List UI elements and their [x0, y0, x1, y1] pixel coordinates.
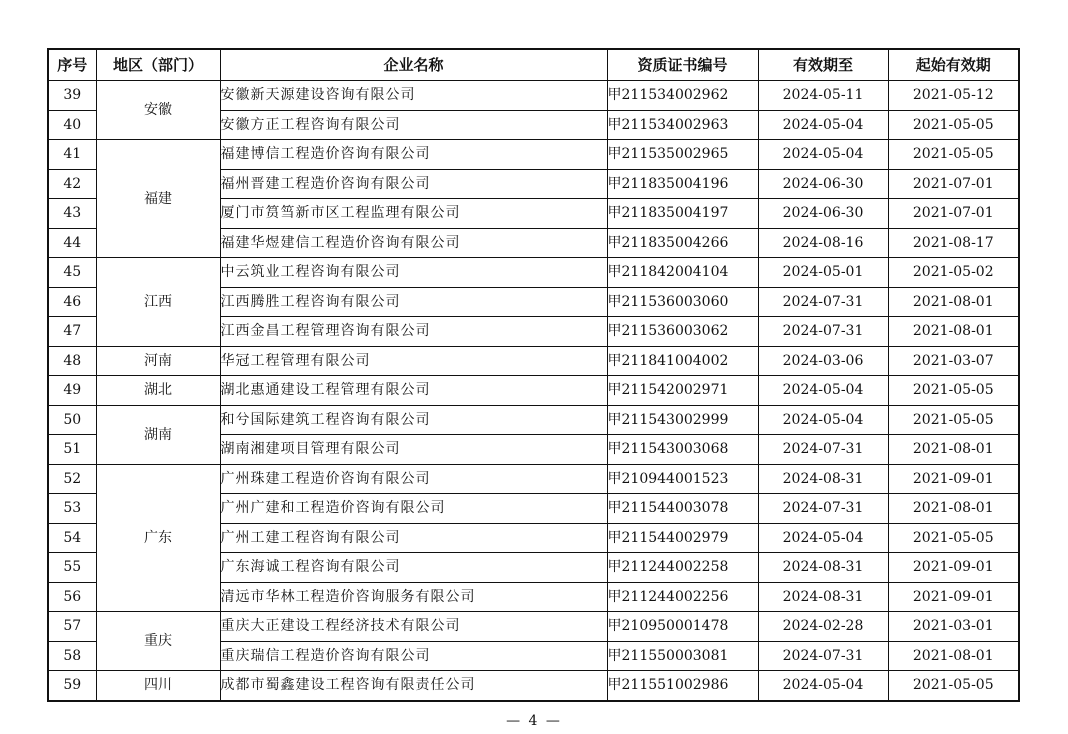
company-name-cell: 华冠工程管理有限公司 [220, 346, 607, 376]
serial-number-cell: 47 [48, 317, 96, 347]
valid-from-cell: 2021-07-01 [888, 169, 1019, 199]
valid-until-cell: 2024-05-11 [758, 81, 888, 111]
company-name-cell: 成都市蜀鑫建设工程咨询有限责任公司 [220, 671, 607, 701]
serial-number-cell: 48 [48, 346, 96, 376]
serial-number-cell: 57 [48, 612, 96, 642]
company-name-cell: 重庆瑞信工程造价咨询有限公司 [220, 641, 607, 671]
certificate-number-cell: 甲211551002986 [607, 671, 758, 701]
valid-until-cell: 2024-07-31 [758, 494, 888, 524]
page-number: — 4 — [506, 713, 562, 729]
company-name-cell: 广州广建和工程造价咨询有限公司 [220, 494, 607, 524]
table-row [48, 376, 1019, 406]
serial-number-cell: 50 [48, 405, 96, 435]
serial-number-cell: 54 [48, 523, 96, 553]
valid-until-cell: 2024-05-04 [758, 523, 888, 553]
valid-from-cell: 2021-05-05 [888, 110, 1019, 140]
table-row [48, 346, 1019, 376]
header-company-name: 企业名称 [220, 49, 607, 81]
region-cell: 湖南 [96, 405, 220, 464]
serial-number-cell: 55 [48, 553, 96, 583]
serial-number-cell: 41 [48, 140, 96, 170]
table-header-row [48, 49, 1019, 81]
table-row [48, 671, 1019, 701]
header-valid-from: 起始有效期 [888, 49, 1019, 81]
certificate-number-cell: 甲211543002999 [607, 405, 758, 435]
company-name-cell: 广东海诚工程咨询有限公司 [220, 553, 607, 583]
certificate-number-cell: 甲211835004197 [607, 199, 758, 229]
valid-from-cell: 2021-05-05 [888, 376, 1019, 406]
valid-until-cell: 2024-05-01 [758, 258, 888, 288]
table-row [48, 81, 1019, 111]
valid-until-cell: 2024-07-31 [758, 287, 888, 317]
table-row [48, 140, 1019, 170]
valid-from-cell: 2021-05-02 [888, 258, 1019, 288]
valid-from-cell: 2021-08-01 [888, 317, 1019, 347]
serial-number-cell: 52 [48, 464, 96, 494]
region-cell: 湖北 [96, 376, 220, 406]
company-name-cell: 福建博信工程造价咨询有限公司 [220, 140, 607, 170]
serial-number-cell: 42 [48, 169, 96, 199]
serial-number-cell: 44 [48, 228, 96, 258]
valid-until-cell: 2024-03-06 [758, 346, 888, 376]
header-serial-number: 序号 [48, 49, 96, 81]
valid-until-cell: 2024-05-04 [758, 405, 888, 435]
serial-number-cell: 56 [48, 582, 96, 612]
region-cell: 福建 [96, 140, 220, 258]
company-name-cell: 重庆大正建设工程经济技术有限公司 [220, 612, 607, 642]
company-name-cell: 广州工建工程咨询有限公司 [220, 523, 607, 553]
region-cell: 四川 [96, 671, 220, 701]
certificate-number-cell: 甲211542002971 [607, 376, 758, 406]
certificate-number-cell: 甲211835004266 [607, 228, 758, 258]
certificate-number-cell: 甲211534002963 [607, 110, 758, 140]
valid-until-cell: 2024-08-31 [758, 464, 888, 494]
company-name-cell: 安徽新天源建设咨询有限公司 [220, 81, 607, 111]
region-cell: 广东 [96, 464, 220, 612]
table-row [48, 464, 1019, 494]
certificate-number-cell: 甲211544003078 [607, 494, 758, 524]
valid-from-cell: 2021-05-12 [888, 81, 1019, 111]
certificate-number-cell: 甲211535002965 [607, 140, 758, 170]
valid-until-cell: 2024-06-30 [758, 169, 888, 199]
company-name-cell: 江西金昌工程管理咨询有限公司 [220, 317, 607, 347]
certificate-number-cell: 甲211536003062 [607, 317, 758, 347]
company-name-cell: 福州晋建工程造价咨询有限公司 [220, 169, 607, 199]
certificate-number-cell: 甲211841004002 [607, 346, 758, 376]
qualification-table [47, 48, 1020, 702]
serial-number-cell: 43 [48, 199, 96, 229]
valid-from-cell: 2021-08-01 [888, 494, 1019, 524]
company-name-cell: 湖北惠通建设工程管理有限公司 [220, 376, 607, 406]
valid-from-cell: 2021-09-01 [888, 464, 1019, 494]
company-name-cell: 广州珠建工程造价咨询有限公司 [220, 464, 607, 494]
region-cell: 重庆 [96, 612, 220, 671]
serial-number-cell: 45 [48, 258, 96, 288]
region-cell: 安徽 [96, 81, 220, 140]
table-body [48, 81, 1019, 701]
company-name-cell: 厦门市筼筜新市区工程监理有限公司 [220, 199, 607, 229]
valid-from-cell: 2021-03-07 [888, 346, 1019, 376]
company-name-cell: 清远市华林工程造价咨询服务有限公司 [220, 582, 607, 612]
region-cell: 江西 [96, 258, 220, 347]
region-cell: 河南 [96, 346, 220, 376]
certificate-number-cell: 甲211550003081 [607, 641, 758, 671]
table-row [48, 405, 1019, 435]
company-name-cell: 和兮国际建筑工程咨询有限公司 [220, 405, 607, 435]
valid-from-cell: 2021-08-01 [888, 641, 1019, 671]
valid-until-cell: 2024-08-16 [758, 228, 888, 258]
certificate-number-cell: 甲210944001523 [607, 464, 758, 494]
company-name-cell: 中云筑业工程咨询有限公司 [220, 258, 607, 288]
certificate-number-cell: 甲211544002979 [607, 523, 758, 553]
valid-from-cell: 2021-05-05 [888, 140, 1019, 170]
valid-from-cell: 2021-09-01 [888, 582, 1019, 612]
certificate-number-cell: 甲211835004196 [607, 169, 758, 199]
valid-until-cell: 2024-05-04 [758, 110, 888, 140]
certificate-number-cell: 甲211543003068 [607, 435, 758, 465]
company-name-cell: 湖南湘建项目管理有限公司 [220, 435, 607, 465]
valid-from-cell: 2021-03-01 [888, 612, 1019, 642]
certificate-number-cell: 甲211536003060 [607, 287, 758, 317]
serial-number-cell: 59 [48, 671, 96, 701]
serial-number-cell: 58 [48, 641, 96, 671]
serial-number-cell: 53 [48, 494, 96, 524]
company-name-cell: 福建华煜建信工程造价咨询有限公司 [220, 228, 607, 258]
valid-from-cell: 2021-08-01 [888, 435, 1019, 465]
serial-number-cell: 39 [48, 81, 96, 111]
valid-until-cell: 2024-05-04 [758, 140, 888, 170]
valid-from-cell: 2021-05-05 [888, 671, 1019, 701]
certificate-number-cell: 甲211842004104 [607, 258, 758, 288]
certificate-number-cell: 甲210950001478 [607, 612, 758, 642]
valid-until-cell: 2024-08-31 [758, 582, 888, 612]
header-certificate-number: 资质证书编号 [607, 49, 758, 81]
table-row [48, 258, 1019, 288]
valid-from-cell: 2021-09-01 [888, 553, 1019, 583]
valid-from-cell: 2021-08-17 [888, 228, 1019, 258]
header-region: 地区（部门） [96, 49, 220, 81]
valid-from-cell: 2021-05-05 [888, 405, 1019, 435]
serial-number-cell: 49 [48, 376, 96, 406]
valid-from-cell: 2021-05-05 [888, 523, 1019, 553]
certificate-number-cell: 甲211244002256 [607, 582, 758, 612]
valid-from-cell: 2021-07-01 [888, 199, 1019, 229]
valid-from-cell: 2021-08-01 [888, 287, 1019, 317]
certificate-number-cell: 甲211244002258 [607, 553, 758, 583]
serial-number-cell: 51 [48, 435, 96, 465]
company-name-cell: 安徽方正工程咨询有限公司 [220, 110, 607, 140]
valid-until-cell: 2024-02-28 [758, 612, 888, 642]
certificate-number-cell: 甲211534002962 [607, 81, 758, 111]
header-valid-until: 有效期至 [758, 49, 888, 81]
valid-until-cell: 2024-05-04 [758, 376, 888, 406]
valid-until-cell: 2024-07-31 [758, 435, 888, 465]
valid-until-cell: 2024-06-30 [758, 199, 888, 229]
valid-until-cell: 2024-05-04 [758, 671, 888, 701]
valid-until-cell: 2024-07-31 [758, 641, 888, 671]
company-name-cell: 江西腾胜工程咨询有限公司 [220, 287, 607, 317]
serial-number-cell: 46 [48, 287, 96, 317]
serial-number-cell: 40 [48, 110, 96, 140]
valid-until-cell: 2024-07-31 [758, 317, 888, 347]
valid-until-cell: 2024-08-31 [758, 553, 888, 583]
table-row [48, 612, 1019, 642]
